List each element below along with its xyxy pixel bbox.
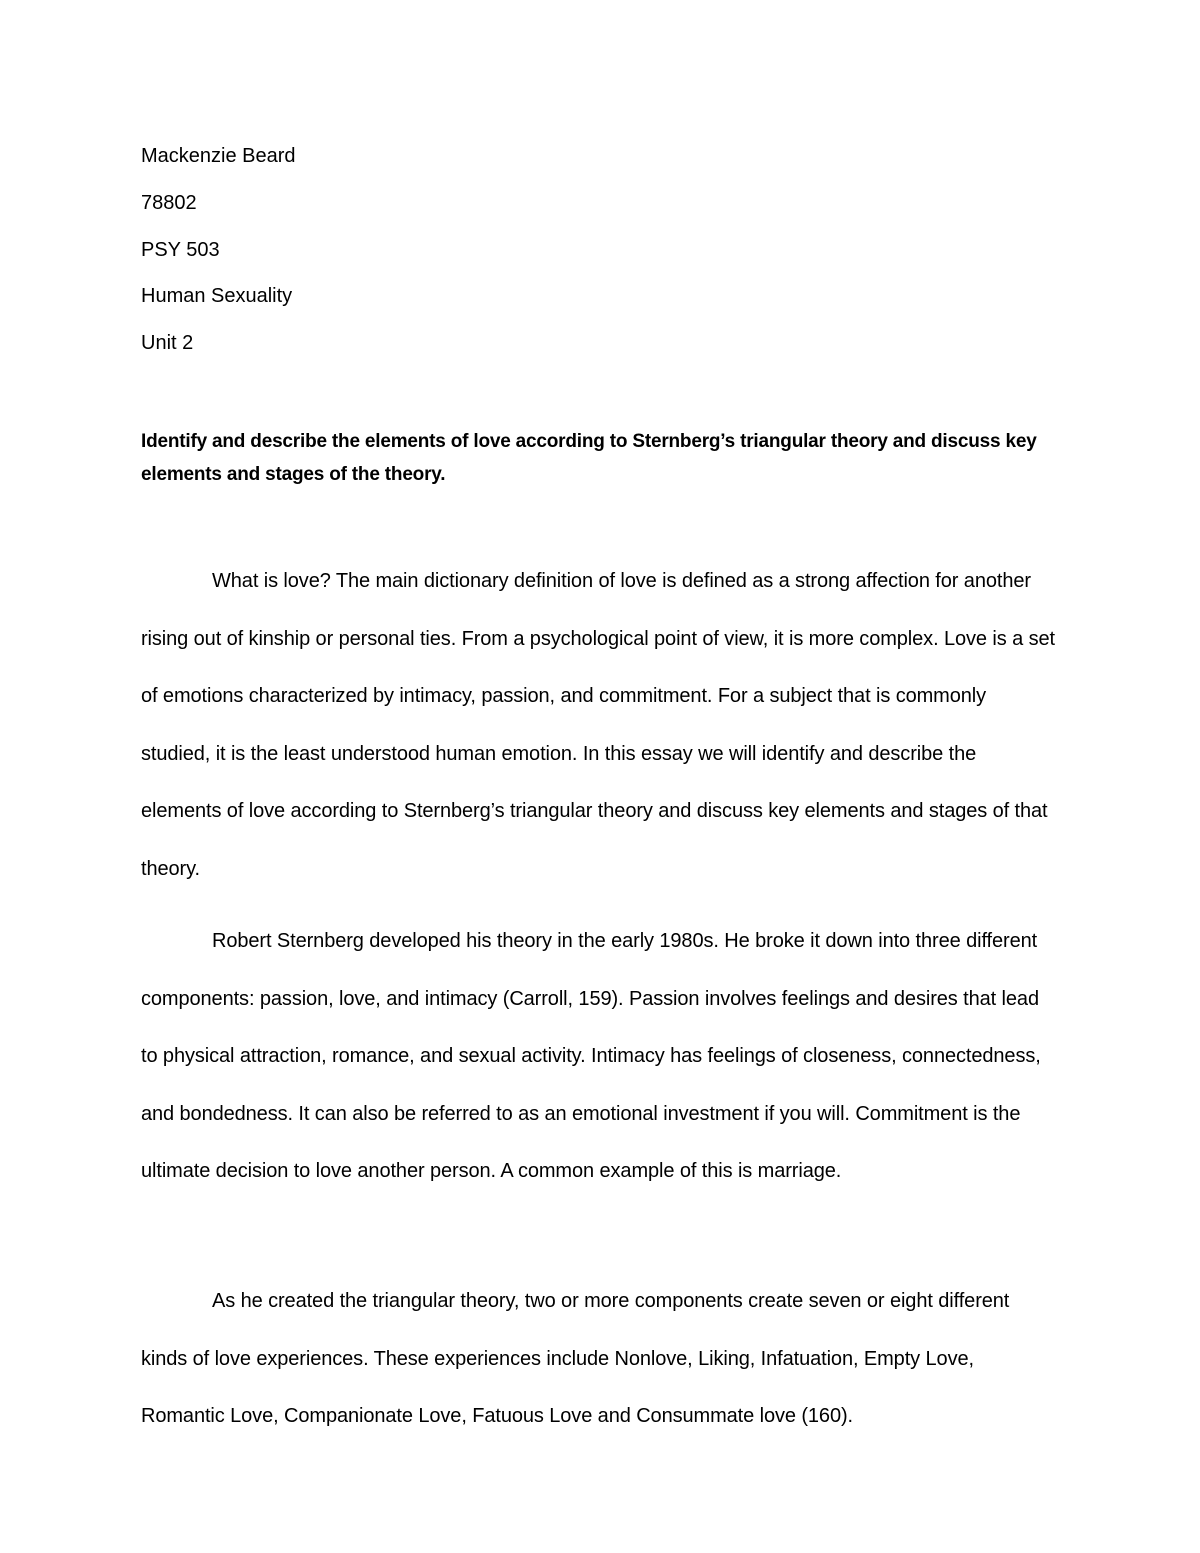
course-name: Human Sexuality [141,285,293,307]
body-paragraph: What is love? The main dictionary definition of love is defined as a strong affection for another rising out of kinship or personal ties. From a psychological point of view, it is more complex. Love is a set of emotions characterized by intimacy, passion, and commitment. For a subject that is commonly studied, it is the least understood human emotion. In this essay we will identify and describe the elements of love according to Sternberg’s triangular theory and discuss key elements and stages of that theory. [141,570,1055,880]
author-name: Mackenzie Beard [141,145,296,167]
body-paragraph: Robert Sternberg developed his theory in the early 1980s. He broke it down into three different components: passion, love, and intimacy (Carroll, 159). Passion involves feelings and desires that lead to physical attraction, romance, and sexual activity. Intimacy has feelings of closeness, connectedness, and bondedness. It can also be referred to as an emotional investment if you will. Commitment is the ultimate decision to love another person. A common example of this is marriage. [141,930,1041,1182]
course-code: PSY 503 [141,239,220,261]
body-paragraph: As he created the triangular theory, two or more components create seven or eight different kinds of love experiences. These experiences include Nonlove, Liking, Infatuation, Empty Love, Romantic Love, Companionate Love, Fatuous Love and Consummate love (160). [141,1290,1010,1427]
student-id: 78802 [141,192,197,214]
essay-prompt: Identify and describe the elements of love according to Sternberg’s triangular theory and discuss key elements and stages of the theory. [141,431,1037,485]
unit-label: Unit 2 [141,332,194,354]
